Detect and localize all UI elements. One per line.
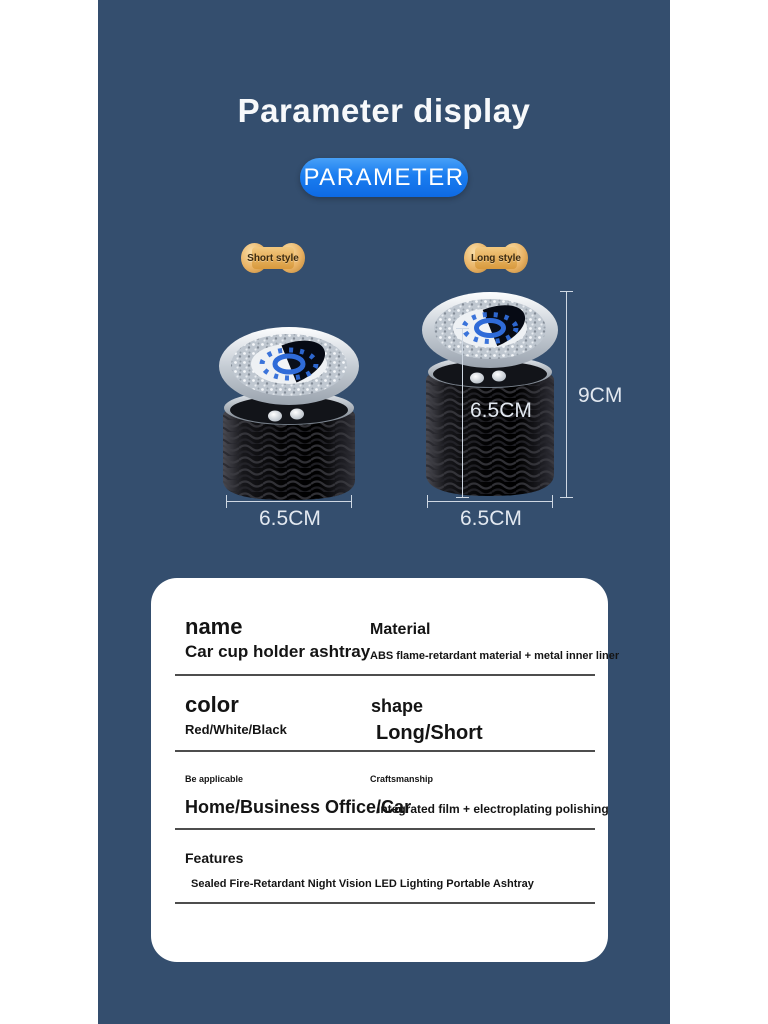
- divider: [175, 750, 595, 752]
- long-height-label: 9CM: [578, 384, 623, 407]
- divider: [175, 674, 595, 676]
- spec-shape-value: Long/Short: [376, 722, 483, 744]
- dimension-line: [427, 501, 553, 502]
- dimension-line: [462, 328, 463, 498]
- long-ashtray-illustration: [420, 290, 560, 498]
- page-title: Parameter display: [237, 92, 531, 129]
- parameter-pill-label: PARAMETER: [303, 163, 465, 191]
- short-ashtray-illustration: [215, 324, 363, 502]
- dimension-cap: [351, 495, 352, 508]
- short-style-ribbon-badge: [242, 243, 304, 273]
- content-panel: [98, 0, 670, 1024]
- spec-material-label: Material: [370, 621, 431, 638]
- divider: [175, 828, 595, 830]
- spec-material-value: ABS flame-retardant material + metal inner liner: [370, 650, 620, 662]
- spec-applicable-label: Be applicable: [185, 774, 244, 784]
- spec-color-value: Red/White/Black: [185, 722, 287, 737]
- spec-features-label: Features: [185, 850, 244, 866]
- long-width-label: 6.5CM: [460, 507, 522, 530]
- dimension-line: [566, 291, 567, 498]
- divider: [175, 902, 595, 904]
- long-height-dimension-line: [560, 291, 573, 498]
- dimension-cap: [560, 497, 573, 498]
- long-style-label: Long style: [470, 252, 521, 264]
- short-width-label: 6.5CM: [259, 507, 321, 530]
- long-style-ribbon-badge: [465, 243, 527, 273]
- spec-craftsmanship-label: Craftsmanship: [370, 774, 434, 784]
- spec-card: [151, 578, 620, 962]
- spec-features-value: Sealed Fire-Retardant Night Vision LED Lighting Portable Ashtray: [191, 878, 534, 890]
- spec-craftsmanship-value: Integrated film + electroplating polishing: [377, 802, 609, 816]
- dimension-cap: [552, 495, 553, 508]
- spec-shape-label: shape: [371, 696, 424, 716]
- spec-name-value: Car cup holder ashtray: [185, 642, 371, 661]
- spec-color-label: color: [185, 692, 239, 717]
- spec-name-label: name: [185, 614, 243, 639]
- short-height-dimension-line: [456, 328, 469, 498]
- spec-applicable-value: Home/Business Office/Car: [185, 797, 412, 817]
- dimension-line: [226, 501, 352, 502]
- short-height-label: 6.5CM: [470, 399, 532, 422]
- parameter-pill: [300, 158, 468, 197]
- short-style-label: Short style: [247, 252, 299, 264]
